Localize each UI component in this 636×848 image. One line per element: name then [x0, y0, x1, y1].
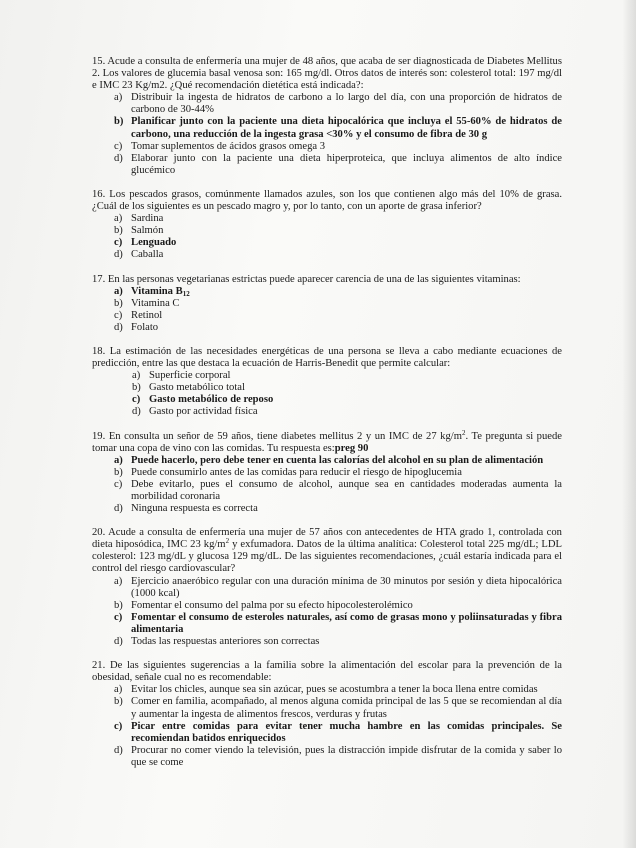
- question-21-option-d: d) Procurar no comer viendo la televisión, pues la distracción impide disfrutar de la comida y saber lo que se come: [114, 744, 562, 768]
- question-15-options: [92, 92, 562, 177]
- question-20: [92, 527, 562, 648]
- question-16: [92, 189, 562, 262]
- question-15: [92, 56, 562, 177]
- question-21-option-b: b) Comer en familia, acompañado, al menos alguna comida principal de las 5 que se recomiendan al día y aumentar la ingesta de alimentos frescos, verduras y frutas: [114, 696, 562, 720]
- question-18-stem: 18. La estimación de las necesidades energéticas de una persona se lleva a cabo mediante ecuaciones de predicción, entre las que destaca la ecuación de Harris-Benedit que permite calcular:: [92, 345, 562, 370]
- question-18-option-a: a) Superficie corporal: [132, 370, 231, 382]
- question-21-options: [92, 684, 562, 769]
- question-15-option-d: d) Elaborar junto con la paciente una dieta hiperproteica, que incluya alimentos de alto índice glucémico: [114, 152, 562, 176]
- question-16-option-b: b) Salmón: [114, 225, 164, 237]
- question-15-option-a: a) Distribuir la ingesta de hidratos de carbono a lo largo del día, con una proporción de hidratos de carbono de 30-44%: [114, 92, 562, 116]
- question-21: [92, 660, 562, 769]
- question-20-options: [92, 576, 562, 649]
- question-18-options: [92, 370, 562, 418]
- questions-list: [92, 56, 562, 781]
- question-15-option-b: b) Planificar junto con la paciente una dieta hipocalórica que incluya el 55-60% de hidratos de carbono, una reducción de la ingesta grasa <30% y el consumo de fibra de 30 g: [114, 116, 562, 140]
- page-edge-shadow: [622, 0, 636, 848]
- question-17-option-c: c) Retinol: [114, 309, 163, 321]
- question-16-option-d: d) Caballa: [114, 249, 164, 261]
- question-19-option-b: b) Puede consumirlo antes de las comidas para reducir el riesgo de hipoglucemia: [114, 466, 462, 478]
- question-18-option-d: d) Gasto por actividad física: [132, 406, 258, 418]
- question-18-option-b: b) Gasto metabólico total: [132, 382, 245, 394]
- question-15-stem: 15. Acude a consulta de enfermería una mujer de 48 años, que acaba de ser diagnosticada de Diabetes Mellitus 2. Los valores de glucemia basal venosa son: 165 mg/dl. Otros datos de interés son: colesterol total: 197 mg/dl e IMC 23 Kg/m2. ¿Qué recomendación dietética está indicada?:: [92, 56, 562, 92]
- question-16-options: [92, 213, 562, 261]
- question-17-options: [92, 286, 562, 334]
- question-21-option-c: c) Picar entre comidas para evitar tener mucha hambre en las comidas principales. Se recomiendan batidos enriquecidos: [114, 720, 562, 744]
- question-19-options: [92, 455, 562, 515]
- question-19-option-c: c) Debe evitarlo, pues el consumo de alcohol, aunque sea en cantidades moderadas aumenta la morbilidad coronaria: [114, 478, 562, 502]
- question-16-option-a: a) Sardina: [114, 213, 164, 225]
- question-19: [92, 428, 562, 516]
- question-20-option-a: a) Ejercicio anaeróbico regular con una duración mínima de 30 minutos por sesión y dieta hipocalórica (1000 kcal): [114, 575, 562, 599]
- question-17-option-a: a) Vitamina $B_{12}$: [114, 285, 190, 298]
- question-15-option-c: c) Tomar suplementos de ácidos grasos omega 3: [114, 140, 326, 152]
- question-20-stem: 20. Acude a consulta de enfermería una mujer de 57 años con antecedentes de HTA grado 1, controlada con dieta hiposódica, IMC 23 $kg/m^2$ y exfumadora. Datos de la última analítica: Colesterol total 225 mg/dL; LDL colesterol: 123 mg/dL y glucosa 129 mg/dL. De las siguientes recomendaciones, ¿cuál estaría indicada para el control del riesgo cardiovascular?: [92, 527, 562, 575]
- question-19-option-d: d) Ninguna respuesta es correcta: [114, 503, 258, 515]
- question-19-note: preg 90: [334, 442, 369, 454]
- question-16-stem: 16. Los pescados grasos, comúnmente llamados azules, son los que contienen algo más del 10% de grasa. ¿Cuál de los siguientes es un pescado magro y, por lo tanto, con un aporte de grasa inferior?: [92, 188, 562, 213]
- question-17-option-d: d) Folato: [114, 321, 159, 333]
- question-17-stem: 17. En las personas vegetarianas estrictas puede aparecer carencia de una de las siguientes vitaminas:: [92, 273, 521, 285]
- question-20-option-d: d) Todas las respuestas anteriores son correctas: [114, 636, 320, 648]
- question-17: [92, 274, 562, 334]
- question-21-stem: 21. De las siguientes sugerencias a la familia sobre la alimentación del escolar para la prevención de la obesidad, señale cual no es recomendable:: [92, 660, 562, 684]
- question-19-option-a: a) Puede hacerlo, pero debe tener en cuenta las calorías del alcohol en su plan de alimentación: [114, 454, 544, 466]
- question-21-option-a: a) Evitar los chicles, aunque sea sin azúcar, pues se acostumbra a tener la boca llena entre comidas: [114, 684, 538, 696]
- question-20-option-b: b) Fomentar el consumo del palma por su efecto hipocolesterolémico: [114, 599, 413, 611]
- question-17-option-b: b) Vitamina C: [114, 297, 180, 309]
- question-18: [92, 346, 562, 419]
- question-18-option-c: c) Gasto metabólico de reposo: [132, 394, 274, 406]
- question-19-stem: 19. En consulta un señor de 59 años, tiene diabetes mellitus 2 y un IMC de 27 $kg/m^2$. Te pregunta si puede tomar una copa de vino con las comidas. Tu respuesta es:preg 90: [92, 428, 562, 454]
- question-16-option-c: c) Lenguado: [114, 237, 177, 249]
- question-20-option-c: c) Fomentar el consumo de esteroles naturales, así como de grasas mono y poliinsaturadas y fibra alimentaria: [114, 611, 562, 635]
